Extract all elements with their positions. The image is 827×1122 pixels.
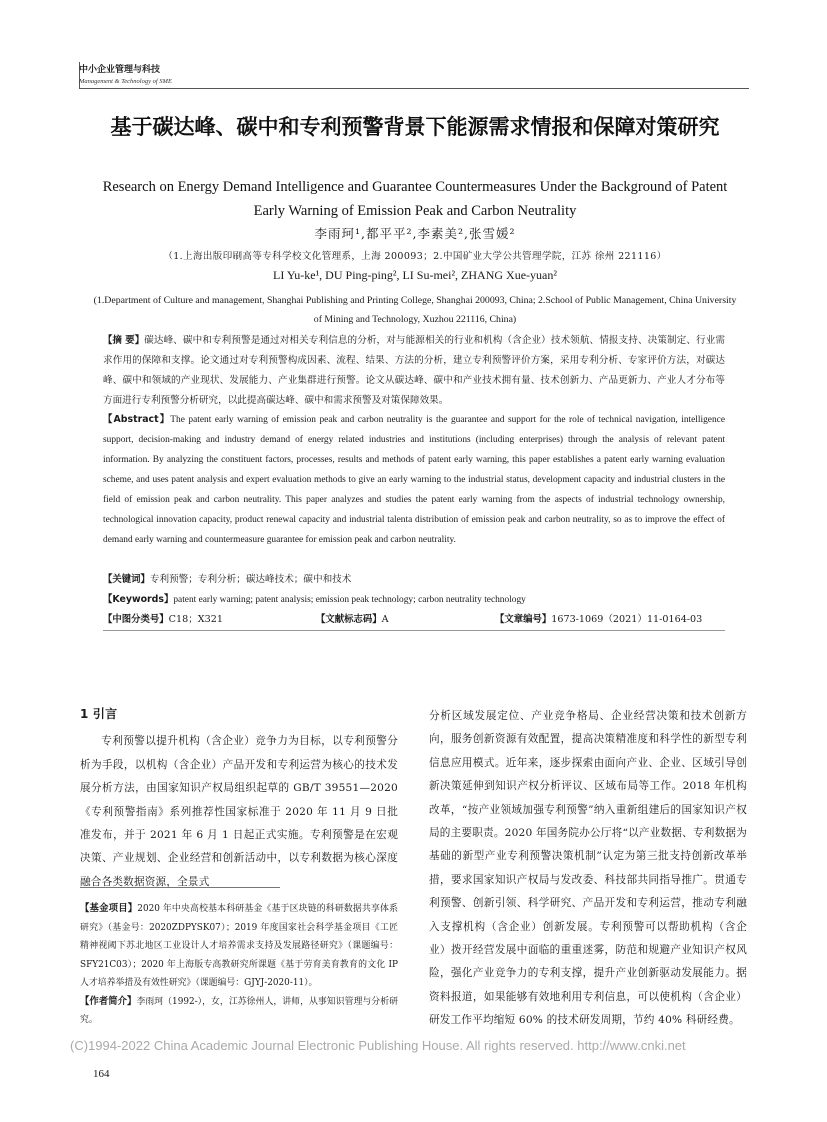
paper-title-en: Research on Energy Demand Intelligence and Guarantee Countermeasures Under the Background of Patent Early Warning of Emission Peak and Carbon Neutrality: [102, 179, 728, 219]
keywords-en-text: patent early warning; patent analysis; emission peak technology; carbon neutrality technology: [173, 595, 526, 605]
body-left-column: [80, 703, 398, 894]
authors-cn: 李雨珂¹,都平平²,李素美²,张雪媛²: [314, 226, 516, 241]
document-code: 【文献标志码】A: [316, 614, 389, 625]
keywords-cn-text: 专利预警；专利分析；碳达峰技术；碳中和技术: [149, 574, 352, 585]
abstract-en: [103, 410, 725, 550]
keywords-en-label: 【Keywords】: [103, 594, 174, 605]
paper-title-cn: 基于碳达峰、碳中和专利预警背景下能源需求情报和保障对策研究: [110, 115, 720, 139]
affiliations-cn: （1.上海出版印刷高等专科学校文化管理系，上海 200093；2.中国矿业大学公共管理学院，江苏 徐州 221116）: [163, 251, 667, 262]
journal-name-cn: 中小企业管理与科技: [79, 65, 161, 75]
abstract-cn: [103, 331, 725, 411]
clc-code: 【中图分类号】C18；X321: [103, 614, 223, 625]
affiliations-en: (1.Department of Culture and management, Shanghai Publishing and Printing College, Shanghai 200093, China; 2.School of Public Management, China University of Mining and Technology, Xuzhou 221116, China): [93, 295, 737, 325]
abstract-cn-label: 【摘 要】: [103, 335, 145, 346]
abstract-rule: [103, 630, 725, 631]
keywords-cn: [103, 570, 725, 590]
body-right-column: [429, 705, 747, 1033]
page-number: 164: [93, 1068, 110, 1080]
article-number: 【文章编号】1673-1069（2021）11-0164-03: [495, 614, 703, 625]
authors-en: LI Yu-ke¹, DU Ping-ping², LI Su-mei², ZHANG Xue-yuan²: [273, 268, 557, 282]
body-paragraph: 分析区域发展定位、产业竞争格局、企业经营决策和技术创新方向，服务创新资源有效配置，提高决策精准度和科学性的新型专利信息应用模式。近年来，逐步探索由面向产业、企业、区域引导创新决策延伸到知识产权分析评议、区域布局等工作。2018 年机构改革，“按产业领域加强专利预警”纳入重新组建后的国家知识产权局的主要职责。2020 年国务院办公厅将“以产业数据、专利数据为基础的新型产业专利预警决策机制”认定为第三批支持创新改革举措，要求国家知识产权局与发改委、科技部共同指导推广。贯通专利预警、创新引领、科学研究、产品开发和专利运营，推动专利融入支撑机构（含企业）创新发展。专利预警可以帮助机构（含企业）拨开经营发展中面临的重重迷雾，防范和规避产业知识产权风险，强化产业竞争力的专利支撑，提升产业创新驱动发展能力。据资料报道，如果能够有效地利用专利信息，可以使机构（含企业）研发工作平均缩短 60% 的技术研发周期，节约 40% 科研经费。: [429, 710, 747, 1027]
author-note: 【作者简介】李雨珂（1992-），女，江苏徐州人，讲师，从事知识管理与分析研究。: [80, 995, 398, 1025]
abstract-cn-text: 碳达峰、碳中和专利预警是通过对相关专利信息的分析，对与能源相关的行业和机构（含企业）技术领航、情报支持、决策制定、行业需求作用的保障和支撑。论文通过对专利预警构成因素、流程、结果、方法的分析，建立专利预警评价方案，采用专利分析、专家评价方法，对碳达峰、碳中和领域的产业现状、发展能力、产业集群进行预警。论文从碳达峰、碳中和产业技术拥有量、技术创新力、产品更新力、产业人才分布等方面进行专利预警分析研究，以此提高碳达峰、碳中和需求预警及对策保障效果。: [103, 335, 725, 406]
footnotes: [80, 900, 398, 1030]
body-paragraph: 专利预警以提升机构（含企业）竞争力为目标，以专利预警分析为手段，以机构（含企业）产品开发和专利运营为核心的技术发展分析方法，由国家知识产权局组织起草的 GB/T 39551—2020《专利预警指南》系列推荐性国家标准于 2020 年 11 月 9 日批准发布，并于 2021 年 6 月 1 日起正式实施。专利预警是在宏观决策、产业规划、企业经营和创新活动中，以专利数据为核心深度融合各类数据资源，全景式: [80, 735, 398, 888]
journal-header: [79, 62, 639, 85]
section-heading: 1 引言: [80, 707, 118, 721]
journal-name-en: Management & Technology of SME: [79, 78, 172, 85]
fund-note: 【基金项目】2020 年中央高校基本科研基金《基于区块链的科研数据共享体系研究》（基金号：2020ZDPYSK07）；2019 年度国家社会科学基金项目《工匠精神视阈下苏北地区工业设计人才培养需求支持及发展路径研究》（课题编号：SFY21C03）；2020 年上海版专高教研究所课题《基于劳育美育教育的文化 IP 人才培养举措及有效性研究》（课题编号：GJYJ-2020-11）。: [80, 903, 398, 988]
header-rule: [79, 88, 749, 89]
keywords-en: [103, 590, 725, 610]
keywords-cn-label: 【关键词】: [103, 574, 150, 585]
abstract-en-text: The patent early warning of emission peak and carbon neutrality is the guarantee and support for the role of technical navigation, intelligence support, decision-making and industry demand of energy related industries and institutions (including enterprises) through the analysis of relevant patent information. By analyzing the constituent factors, processes, results and methods of patent early warning, this paper establishes a patent early warning evaluation scheme, and uses patent analysis and expert evaluation methods to give an early warning to the industrial status, development capacity and industrial clusters in the field of emission peak and carbon neutrality. This paper analyzes and studies the patent early warning from the aspects of industrial technology ownership, technological innovation capacity, product renewal capacity and industrial talenta distribution of emission peak and carbon neutrality, so as to improve the effect of demand early warning and countermeasure guarantee for emission peak and carbon neutrality.: [103, 415, 725, 545]
footnote-rule: [80, 887, 280, 888]
abstract-en-label: 【Abstract】: [103, 414, 171, 425]
copyright-watermark: (C)1994-2022 China Academic Journal Electronic Publishing House. All rights reserved. http://www.cnki.net: [70, 1038, 686, 1053]
